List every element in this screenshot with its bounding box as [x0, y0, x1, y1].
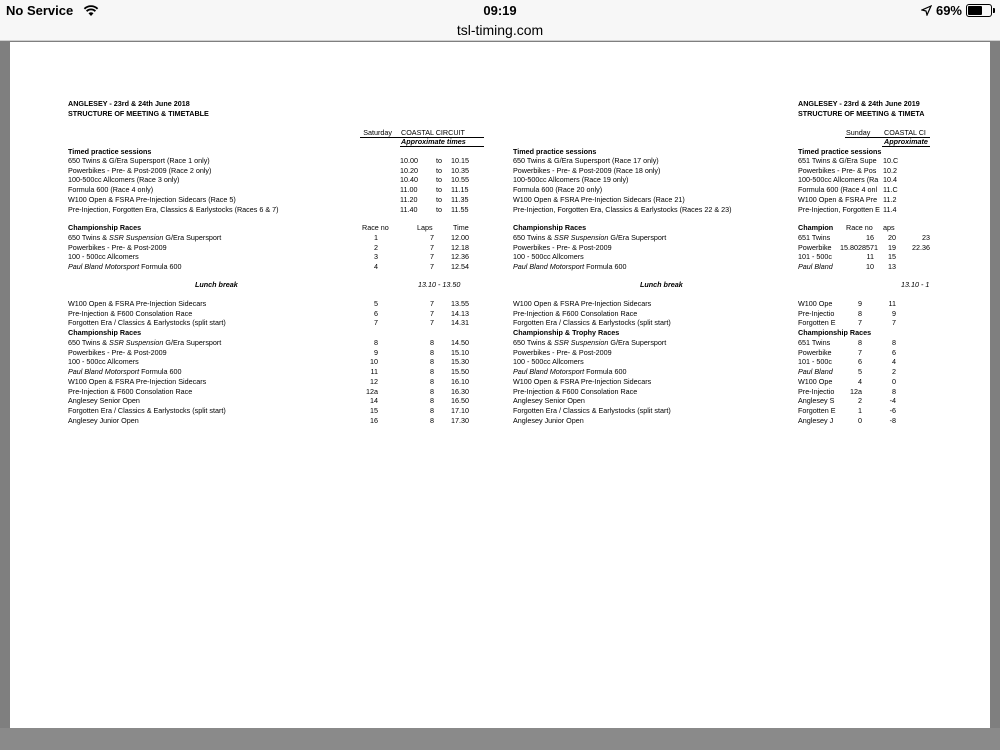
event-name: Anglesey S — [798, 396, 835, 406]
col-header: aps — [883, 223, 895, 232]
laps: 7 — [430, 242, 434, 252]
event-name-part: Paul Bland Motorsport — [68, 262, 140, 272]
laps: 7 — [430, 308, 434, 318]
event-name-part: Powerbikes - Pre- & Post-2009 — [68, 242, 167, 252]
end-time: 10.35 — [451, 165, 469, 175]
race-time: 12.36 — [451, 252, 469, 262]
event-name — [513, 406, 671, 416]
laps: 20 — [888, 233, 896, 242]
section-heading: Championship Races — [798, 328, 872, 337]
event-name-part: Pre-Injection & F600 Consolation Race — [68, 386, 193, 396]
doc-title: ANGLESEY - 23rd & 24th June 2019 — [798, 99, 920, 108]
lunch-time: 13.10 - 1 — [901, 280, 930, 289]
col-header: Race no — [362, 223, 389, 232]
race-number: 15.8028571 — [840, 242, 878, 252]
event-name — [513, 367, 626, 377]
race-number: 6 — [374, 308, 378, 318]
url-text: tsl-timing.com — [456, 22, 544, 38]
event-name-part: Forgotten Era / Classics & Earlystocks (split start) — [68, 405, 226, 415]
race-number: 11 — [370, 367, 378, 377]
event-name — [513, 252, 584, 262]
event-name: 101 - 500c — [798, 357, 832, 367]
practice-session: Formula 600 (Race 4 only) — [68, 185, 154, 195]
race-number: 12a — [366, 386, 378, 396]
event-name — [68, 338, 221, 348]
event-name: 651 Twins — [798, 233, 831, 242]
race-time: 12.00 — [451, 233, 469, 242]
event-name-part: W100 Open & FSRA Pre-Injection Sidecars — [513, 376, 652, 386]
laps: 0 — [892, 376, 896, 386]
race-number: 15 — [370, 405, 378, 415]
event-name — [68, 357, 139, 367]
race-number: 6 — [858, 357, 862, 367]
laps: 4 — [892, 357, 896, 367]
section-heading: Championship Races — [513, 223, 587, 232]
practice-session: 650 Twins & G/Era Supersport (Race 1 only) — [68, 156, 210, 165]
event-name-part: Paul Bland Motorsport — [68, 367, 140, 377]
event-name — [68, 299, 206, 309]
race-time: 17.30 — [451, 415, 469, 425]
event-name: Powerbike — [798, 347, 832, 357]
race-number: 11 — [866, 252, 874, 262]
event-name: W100 Ope — [798, 376, 833, 386]
race-number: 1 — [374, 233, 378, 242]
laps: 8 — [430, 357, 434, 367]
event-name — [68, 243, 167, 253]
race-time: 12.54 — [451, 262, 469, 272]
event-name-part: G/Era Supersport — [163, 338, 222, 347]
race-number: 9 — [858, 299, 862, 308]
start-time: 11.4 — [883, 204, 897, 214]
event-name-part: G/Era Supersport — [608, 338, 667, 347]
laps: 6 — [892, 347, 896, 357]
laps: 15 — [888, 252, 896, 262]
lunch-break-label: Lunch break — [640, 280, 683, 289]
event-name-part: Formula 600 — [139, 367, 182, 377]
practice-session: Powerbikes - Pre- & Post-2009 (Race 18 only) — [513, 165, 661, 175]
event-name — [513, 396, 585, 406]
lunch-break-label: Lunch break — [195, 280, 238, 289]
event-name-part: Pre-Injection & F600 Consolation Race — [68, 308, 193, 318]
laps: 7 — [892, 318, 896, 328]
section-heading: Championship Races — [68, 328, 142, 337]
event-name-part: 100 - 500cc Allcomers — [68, 252, 139, 262]
start-time: 11.20 — [400, 194, 418, 204]
event-name: 101 - 500c — [798, 252, 832, 262]
event-name: Pre-Injection & F600 Consolation Race — [513, 308, 638, 318]
event-name — [68, 252, 139, 262]
to-label: to — [436, 175, 442, 185]
laps: 7 — [430, 299, 434, 308]
section-heading: Champion — [798, 223, 834, 232]
event-name-part: 650 Twins & — [513, 338, 555, 347]
race-number: 7 — [374, 318, 378, 328]
race-time: 22.36 — [912, 242, 930, 252]
event-name — [513, 233, 666, 243]
event-name: 651 Twins — [798, 338, 831, 347]
laps: 19 — [888, 242, 896, 252]
laps: 8 — [430, 415, 434, 425]
day-label: Saturday — [363, 128, 392, 137]
event-name: Anglesey J — [798, 415, 834, 425]
start-time: 10.20 — [400, 165, 418, 175]
practice-session: W100 Open & FSRA Pre-Injection Sidecars (Race 5) — [68, 194, 236, 204]
laps: 8 — [892, 338, 896, 347]
doc-title: ANGLESEY - 23rd & 24th June 2018 — [68, 99, 190, 108]
race-time: 15.50 — [451, 367, 469, 377]
event-name-part: Anglesey Junior Open — [68, 415, 139, 425]
practice-session: Pre-Injection, Forgotten Era, Classics & Earlystocks (Races 22 & 23) — [513, 204, 732, 214]
laps: 7 — [430, 233, 434, 242]
event-name — [513, 357, 584, 367]
practice-session: W100 Open & FSRA Pre — [798, 194, 878, 204]
race-number: 7 — [858, 347, 862, 357]
section-heading: Timed practice sessions — [68, 147, 152, 156]
start-time: 10.4 — [883, 175, 897, 185]
event-name-part: 650 Twins & — [68, 233, 110, 242]
event-name: Paul Bland — [798, 262, 833, 272]
race-time: 16.50 — [451, 396, 469, 406]
status-right — [921, 3, 992, 18]
event-name-part: Forgotten Era / Classics & Earlystocks (split start) — [513, 405, 671, 415]
event-name-part: Anglesey Senior Open — [68, 396, 140, 406]
race-time: 12.18 — [451, 242, 469, 252]
event-name — [513, 243, 612, 253]
lunch-time: 13.10 - 13.50 — [418, 280, 461, 289]
event-name — [68, 262, 181, 272]
event-name: Forgotten Era / Classics & Earlystocks (split start) — [513, 318, 671, 328]
header-rule — [400, 146, 484, 147]
event-name-part: SSR Suspension — [109, 338, 164, 347]
col-header: Time — [453, 223, 469, 232]
battery-icon — [966, 4, 992, 17]
race-number: 1 — [858, 405, 862, 415]
race-number: 8 — [858, 308, 862, 318]
race-number: 12 — [370, 376, 378, 386]
header-rule — [845, 137, 930, 138]
event-name-part: G/Era Supersport — [608, 233, 667, 242]
url-bar[interactable] — [0, 22, 1000, 41]
event-name — [68, 396, 140, 406]
race-number: 8 — [858, 338, 862, 347]
event-name-part: 100 - 500cc Allcomers — [513, 252, 584, 262]
race-number: 4 — [858, 376, 862, 386]
race-time: 15.10 — [451, 347, 469, 357]
to-label: to — [436, 204, 442, 214]
event-name-part: Forgotten Era / Classics & Earlystocks (split start) — [68, 318, 226, 328]
location-arrow-icon — [921, 5, 932, 16]
start-time: 10.2 — [883, 165, 897, 175]
laps: 11 — [888, 299, 896, 308]
event-name: Paul Bland — [798, 367, 833, 377]
race-number: 10 — [370, 357, 378, 367]
laps: 13 — [888, 262, 896, 272]
race-number: 5 — [374, 299, 378, 308]
race-number: 12a — [850, 386, 862, 396]
event-name-part: Powerbikes - Pre- & Post-2009 — [513, 242, 612, 252]
event-name-part: Powerbikes - Pre- & Post-2009 — [513, 347, 612, 357]
practice-session: 100-500cc Allcomers (Race 19 only) — [513, 175, 629, 185]
to-label: to — [436, 194, 442, 204]
race-time: 13.55 — [451, 299, 469, 308]
event-name: W100 Open & FSRA Pre-Injection Sidecars — [513, 299, 652, 308]
event-name-part: 650 Twins & — [68, 338, 110, 347]
event-name — [513, 348, 612, 358]
event-name: Powerbike — [798, 242, 832, 252]
race-time: 14.13 — [451, 308, 469, 318]
laps: 7 — [430, 318, 434, 328]
start-time: 10.C — [883, 156, 899, 165]
event-name-part: 100 - 500cc Allcomers — [68, 357, 139, 367]
race-time: 16.10 — [451, 376, 469, 386]
event-name — [68, 348, 167, 358]
event-name — [513, 377, 651, 387]
circuit-label: COASTAL CIRCUIT — [401, 128, 465, 137]
col-header: Race no — [846, 223, 873, 232]
doc-subtitle: STRUCTURE OF MEETING & TIMETA — [798, 109, 925, 118]
race-time: 16.30 — [451, 386, 469, 396]
event-name-part: Anglesey Senior Open — [513, 396, 585, 406]
race-time: 17.10 — [451, 405, 469, 415]
event-name — [68, 318, 226, 328]
practice-session: 651 Twins & G/Era Supe — [798, 156, 877, 165]
event-name — [68, 233, 221, 243]
event-name-part: Paul Bland Motorsport — [513, 367, 585, 377]
laps: 8 — [430, 338, 434, 347]
laps: 7 — [430, 252, 434, 262]
start-time: 11.C — [883, 185, 898, 195]
event-name: Pre-Injectio — [798, 308, 835, 318]
event-name — [68, 377, 206, 387]
event-name-part: Formula 600 — [584, 367, 627, 377]
event-name-part: Formula 600 — [584, 262, 627, 272]
event-name-part: SSR Suspension — [109, 233, 164, 242]
start-time: 11.00 — [400, 185, 418, 195]
battery-percent: 69% — [935, 3, 962, 18]
end-time: 11.35 — [451, 194, 469, 204]
status-bar — [0, 0, 1000, 22]
laps: 8 — [892, 386, 896, 396]
race-number: 2 — [374, 242, 378, 252]
laps: 8 — [430, 386, 434, 396]
event-name-part: 650 Twins & — [513, 233, 555, 242]
event-name: Forgotten E — [798, 318, 836, 328]
race-number: 9 — [374, 347, 378, 357]
header-rule — [882, 146, 930, 147]
laps: 8 — [430, 367, 434, 377]
end-time: 10.55 — [451, 175, 469, 185]
event-name — [513, 416, 584, 426]
section-heading: Timed practice sessions — [798, 147, 882, 156]
doc-subtitle: STRUCTURE OF MEETING & TIMETABLE — [68, 109, 209, 118]
event-name-part: Formula 600 — [139, 262, 182, 272]
section-heading: Championship Races — [68, 223, 142, 232]
race-number: 0 — [858, 415, 862, 425]
race-number: 5 — [858, 367, 862, 377]
start-time: 10.00 — [400, 156, 418, 165]
laps: 9 — [892, 308, 896, 318]
practice-session: 100-500cc Allcomers (Race 3 only) — [68, 175, 180, 185]
event-name-part: Pre-Injection & F600 Consolation Race — [513, 386, 638, 396]
clock: 09:19 — [483, 3, 517, 18]
circuit-label: COASTAL CI — [884, 128, 926, 137]
race-number: 10 — [866, 262, 874, 272]
section-heading: Timed practice sessions — [513, 147, 597, 156]
event-name — [68, 309, 192, 319]
day-label: Sunday — [846, 128, 871, 137]
race-number: 14 — [370, 396, 378, 406]
practice-session: 650 Twins & G/Era Supersport (Race 17 only) — [513, 156, 659, 165]
event-name — [513, 338, 666, 348]
document-page — [10, 42, 990, 728]
event-name: W100 Ope — [798, 299, 833, 308]
laps: 8 — [430, 347, 434, 357]
event-name — [513, 262, 626, 272]
start-time: 11.40 — [400, 204, 418, 214]
end-time: 11.15 — [451, 185, 469, 195]
event-name-part: Anglesey Junior Open — [513, 415, 584, 425]
race-time: 23 — [922, 233, 930, 242]
event-name — [68, 416, 139, 426]
carrier-label: No Service — [6, 3, 74, 18]
start-time: 10.40 — [400, 175, 418, 185]
event-name: Forgotten E — [798, 405, 836, 415]
race-time: 15.30 — [451, 357, 469, 367]
practice-session: Powerbikes - Pre- & Pos — [798, 165, 877, 175]
race-time: 14.31 — [451, 318, 469, 328]
practice-session: W100 Open & FSRA Pre-Injection Sidecars (Race 21) — [513, 194, 685, 204]
event-name-part: Powerbikes - Pre- & Post-2009 — [68, 347, 167, 357]
practice-session: Formula 600 (Race 4 onl — [798, 185, 878, 195]
race-number: 3 — [374, 252, 378, 262]
laps: 7 — [430, 262, 434, 272]
laps: -6 — [889, 405, 896, 415]
laps: -8 — [889, 415, 896, 425]
race-number: 8 — [374, 338, 378, 347]
event-name-part: W100 Open & FSRA Pre-Injection Sidecars — [68, 299, 207, 308]
start-time: 11.2 — [883, 194, 897, 204]
event-name-part: G/Era Supersport — [163, 233, 222, 242]
header-rule — [360, 137, 484, 138]
event-name-part: 100 - 500cc Allcomers — [513, 357, 584, 367]
race-number: 7 — [858, 318, 862, 328]
col-header: Laps — [417, 223, 433, 232]
event-name — [68, 406, 226, 416]
laps: 8 — [430, 396, 434, 406]
event-name-part: Paul Bland Motorsport — [513, 262, 585, 272]
event-name-part: SSR Suspension — [554, 338, 609, 347]
race-number: 16 — [866, 233, 874, 242]
race-number: 4 — [374, 262, 378, 272]
to-label: to — [436, 156, 442, 165]
to-label: to — [436, 185, 442, 195]
event-name — [68, 367, 181, 377]
approx-times-label: Approximate times — [401, 137, 466, 146]
approx-times-label: Approximate — [884, 137, 928, 146]
event-name — [68, 387, 192, 397]
laps: 2 — [892, 367, 896, 377]
section-heading: Championship & Trophy Races — [513, 328, 620, 337]
end-time: 10.15 — [451, 156, 469, 165]
laps: 8 — [430, 405, 434, 415]
practice-session: Pre-Injection, Forgotten Era, Classics & Earlystocks (Races 6 & 7) — [68, 204, 279, 214]
event-name-part: W100 Open & FSRA Pre-Injection Sidecars — [68, 376, 207, 386]
race-number: 16 — [370, 415, 378, 425]
bottom-bar — [0, 728, 1000, 750]
end-time: 11.55 — [451, 204, 469, 214]
event-name-part: SSR Suspension — [554, 233, 609, 242]
race-time: 14.50 — [451, 338, 469, 347]
laps: -4 — [889, 396, 896, 406]
event-name: Pre-Injectio — [798, 386, 835, 396]
practice-session: 100-500cc Allcomers (Ra — [798, 175, 879, 185]
event-name — [513, 387, 637, 397]
practice-session: Formula 600 (Race 20 only) — [513, 185, 603, 195]
to-label: to — [436, 165, 442, 175]
laps: 8 — [430, 376, 434, 386]
race-number: 2 — [858, 396, 862, 406]
practice-session: Pre-Injection, Forgotten E — [798, 204, 880, 214]
practice-session: Powerbikes - Pre- & Post-2009 (Race 2 only) — [68, 165, 212, 175]
